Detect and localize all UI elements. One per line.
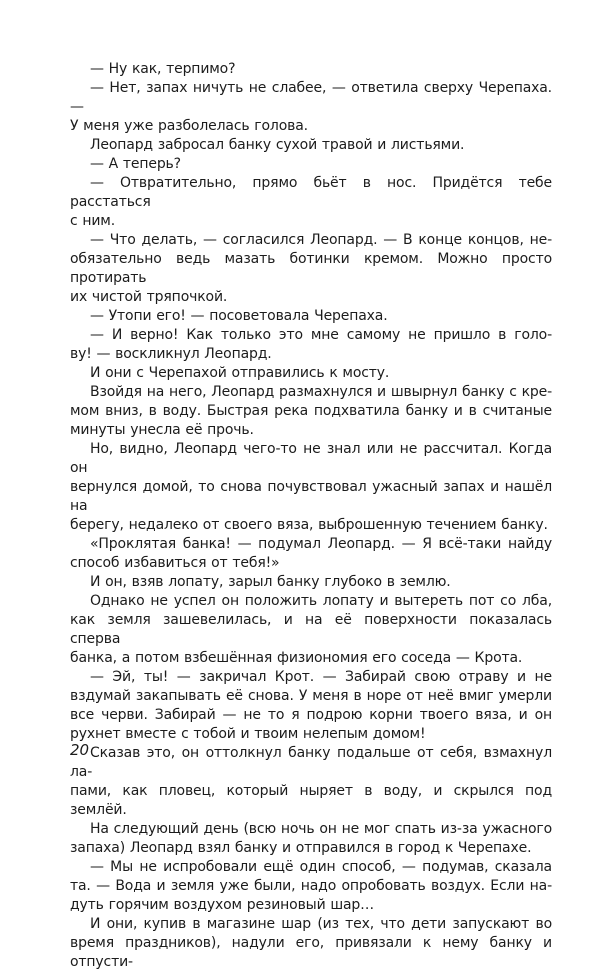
text-line: — Нет, запах ничуть не слабее, — ответила сверху Черепаха. — — [70, 80, 552, 115]
text-line: Взойдя на него, Леопард размахнулся и швырнул банку с кре- — [90, 384, 552, 400]
text-line: рухнет вместе с тобой и твоим нелепым домом! — [70, 726, 426, 742]
paragraph — [70, 440, 552, 535]
text-line: мом вниз, в воду. Быстрая река подхватила банку и в считаные — [70, 403, 552, 419]
paragraph — [70, 820, 552, 858]
text-line: — Что делать, — согласился Леопард. — В конце концов, не- — [90, 232, 552, 248]
text-line: как земля зашевелилась, и на её поверхности показалась сперва — [70, 612, 552, 647]
text-line: — Мы не испробовали ещё один способ, — подумав, сказала — [90, 859, 552, 875]
text-line: «Проклятая банка! — подумал Леопард. — Я всё-таки найду — [90, 536, 552, 552]
text-line: та. — Вода и земля уже были, надо опробовать воздух. Если на- — [70, 878, 552, 894]
text-line: с ним. — [70, 213, 116, 229]
paragraph — [70, 858, 552, 915]
paragraph — [70, 383, 552, 440]
text-line: все черви. Забирай — не то я подрою корни твоего вяза, и он — [70, 707, 552, 723]
text-line: Но, видно, Леопард чего-то не знал или не рассчитал. Когда он — [70, 441, 552, 476]
text-line: — Утопи его! — посоветовала Черепаха. — [90, 308, 388, 324]
text-line: вернулся домой, то снова почувствовал ужасный запах и нашёл на — [70, 479, 552, 514]
paragraph — [70, 744, 552, 820]
text-line: минуты унесла её прочь. — [70, 422, 254, 438]
paragraph — [70, 231, 552, 307]
text-line: берегу, недалеко от своего вяза, выброшенную течением банку. — [70, 517, 548, 533]
text-line: И они, купив в магазине шар (из тех, что дети запускают во — [90, 916, 552, 932]
paragraph — [70, 155, 552, 174]
page-text — [70, 60, 552, 972]
text-line: — Ну как, терпимо? — [90, 61, 236, 77]
paragraph — [70, 79, 552, 136]
paragraph — [70, 307, 552, 326]
text-line: Сказав это, он оттолкнул банку подальше от себя, взмахнул ла- — [70, 745, 552, 780]
text-line: время праздников), надули его, привязали к нему банку и отпусти- — [70, 935, 552, 970]
text-line: дуть горячим воздухом резиновый шар… — [70, 897, 375, 913]
paragraph — [70, 136, 552, 155]
text-line: запаха) Леопард взял банку и отправился в город к Черепахе. — [70, 840, 532, 856]
paragraph — [70, 60, 552, 79]
text-line: ву! — воскликнул Леопард. — [70, 346, 272, 362]
paragraph — [70, 668, 552, 744]
text-line: — Отвратительно, прямо бьёт в нос. Придётся тебе расстаться — [70, 175, 552, 210]
text-line: банка, а потом взбешённая физиономия его соседа — Крота. — [70, 650, 523, 666]
text-line: Леопард забросал банку сухой травой и листьями. — [90, 137, 465, 153]
paragraph — [70, 592, 552, 668]
paragraph — [70, 326, 552, 364]
text-line: обязательно ведь мазать ботинки кремом. Можно просто протирать — [70, 251, 552, 286]
text-line: И они с Черепахой отправились к мосту. — [90, 365, 390, 381]
text-line: вздумай закапывать её снова. У меня в норе от неё вмиг умерли — [70, 688, 552, 704]
text-line: — Эй, ты! — закричал Крот. — Забирай свою отраву и не — [90, 669, 552, 685]
text-line: — И верно! Как только это мне самому не пришло в голо- — [90, 327, 552, 343]
paragraph — [70, 573, 552, 592]
text-line: их чистой тряпочкой. — [70, 289, 228, 305]
text-line: — А теперь? — [90, 156, 181, 172]
paragraph — [70, 364, 552, 383]
text-line: Однако не успел он положить лопату и вытереть пот со лба, — [90, 593, 552, 609]
paragraph — [70, 915, 552, 972]
text-line: У меня уже разболелась голова. — [70, 118, 308, 134]
text-line: способ избавиться от тебя!» — [70, 555, 280, 571]
text-line: И он, взяв лопату, зарыл банку глубоко в землю. — [90, 574, 451, 590]
paragraph — [70, 535, 552, 573]
text-line: пами, как пловец, который ныряет в воду, и скрылся под землёй. — [70, 783, 552, 818]
page-number: 20 — [70, 741, 90, 759]
paragraph — [70, 174, 552, 231]
text-line: На следующий день (всю ночь он не мог спать из-за ужасного — [90, 821, 552, 837]
